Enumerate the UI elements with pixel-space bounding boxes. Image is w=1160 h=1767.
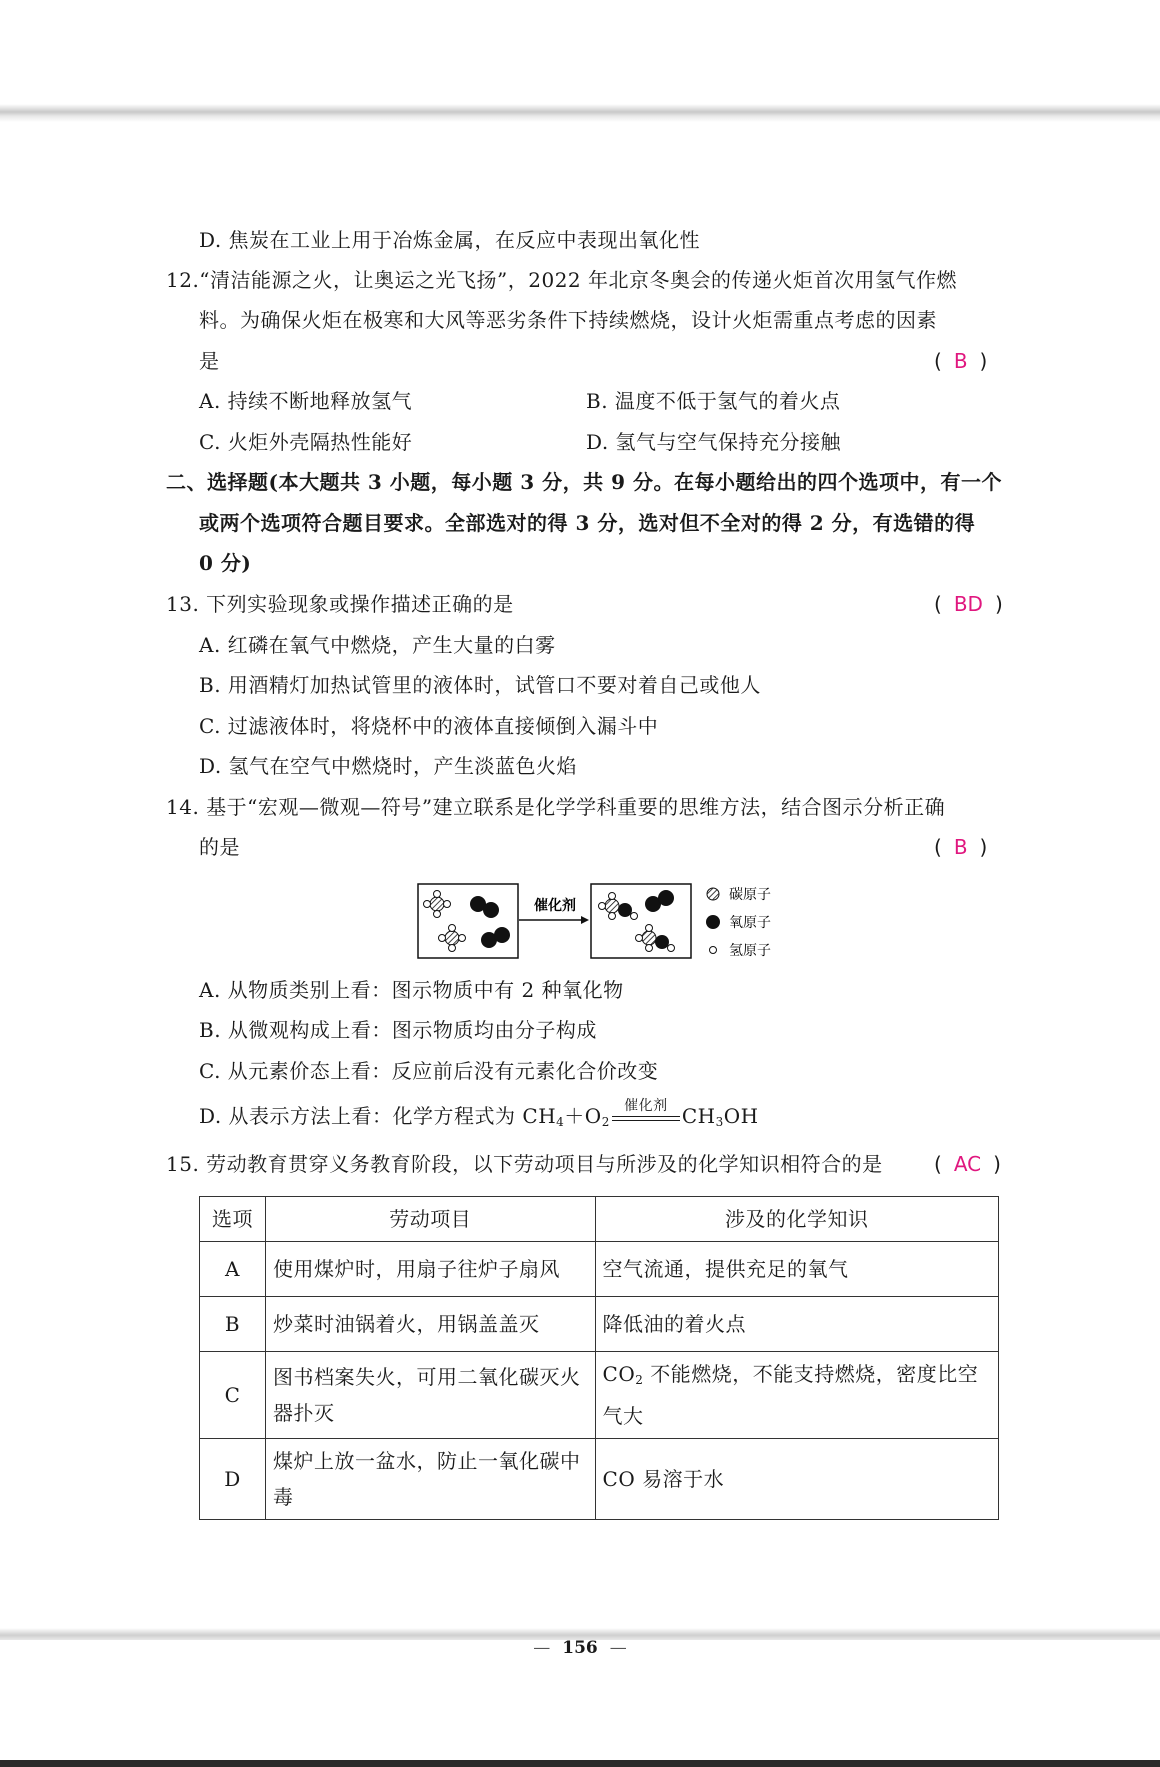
q13-option-d: D. 氢气在空气中燃烧时，产生淡蓝色火焰 [199, 754, 578, 778]
table-header-row [200, 1197, 999, 1242]
q15-answer-value: AC [953, 1152, 982, 1176]
q13-answer: ( BD ) [934, 592, 1003, 616]
q12-stem-line1: 12.“清洁能源之火，让奥运之光飞扬”，2022 年北京冬奥会的传递火炬首次用氢气作燃 [166, 268, 958, 292]
legend-oxygen: 氧原子 [729, 915, 771, 931]
table-header-project: 劳动项目 [265, 1197, 595, 1242]
q14-answer-value: B [953, 835, 968, 859]
section2-header-line3: 0 分) [199, 551, 252, 575]
q12-option-b: B. 温度不低于氢气的着火点 [586, 389, 841, 413]
q13-answer-value: BD [953, 592, 983, 616]
q12-stem-line3: 是 [199, 349, 220, 373]
q14-option-a: A. 从物质类别上看：图示物质中有 2 种氧化物 [199, 978, 624, 1002]
q15-stem: 15. 劳动教育贯穿义务教育阶段，以下劳动项目与所涉及的化学知识相符合的是 [166, 1152, 883, 1176]
q12-option-a: A. 持续不断地释放氢气 [199, 389, 413, 413]
q13-stem: 13. 下列实验现象或操作描述正确的是 [166, 592, 514, 616]
table-row: C 图书档案失火，可用二氧化碳灭火器扑灭 $CO_2$ 不能燃烧，不能支持燃烧，密度比空气大 [200, 1352, 999, 1439]
legend-hydrogen: 氢原子 [729, 943, 771, 959]
page-number: — 156 — [533, 1638, 627, 1658]
q13-option-b: B. 用酒精灯加热试管里的液体时，试管口不要对着自己或他人 [199, 673, 761, 697]
q15-table [199, 1196, 999, 1520]
table-row: B 炒菜时油锅着火，用锅盖盖灭 降低油的着火点 [200, 1297, 999, 1352]
table-header-knowledge: 涉及的化学知识 [595, 1197, 998, 1242]
carbon-atom-legend-icon [707, 888, 719, 900]
product-box [591, 884, 691, 958]
document-page [0, 122, 1160, 1658]
q13-option-a: A. 红磷在氧气中燃烧，产生大量的白雾 [199, 633, 556, 657]
q12-stem-line2: 料。为确保火炬在极寒和大风等恶劣条件下持续燃烧，设计火炬需重点考虑的因素 [199, 308, 937, 332]
reaction-arrowhead [581, 916, 589, 924]
q13-option-c: C. 过滤液体时，将烧杯中的液体直接倾倒入漏斗中 [199, 714, 659, 738]
q12-option-d: D. 氢气与空气保持充分接触 [586, 430, 842, 454]
table-row: A 使用煤炉时，用扇子往炉子扇风 空气流通，提供充足的氧气 [200, 1242, 999, 1297]
q14-stem-line1: 14. 基于“宏观—微观—符号”建立联系是化学学科重要的思维方法，结合图示分析正确 [166, 795, 946, 819]
oxygen-atom-legend-icon [706, 915, 720, 929]
q11-option-d: D. 焦炭在工业上用于冶炼金属，在反应中表现出氧化性 [199, 228, 701, 252]
q12-option-c: C. 火炬外壳隔热性能好 [199, 430, 413, 454]
q14-option-d: D. 从表示方法上看：化学方程式为 $CH_4+O_2$ 催化剂 $CH_3OH$ [199, 1098, 759, 1129]
legend-carbon: 碳原子 [729, 887, 771, 903]
q12-answer: ( B ) [934, 349, 988, 373]
equation-catalyst-sign: 催化剂 [610, 1102, 682, 1130]
table-header-option: 选项 [200, 1197, 266, 1242]
q15-answer: ( AC ) [934, 1152, 1001, 1176]
q14-option-b: B. 从微观构成上看：图示物质均由分子构成 [199, 1018, 597, 1042]
section2-header-line2: 或两个选项符合题目要求。全部选对的得 3 分，选对但不全对的得 2 分，有选错的得 [199, 511, 976, 535]
hydrogen-atom-legend-icon [710, 947, 717, 954]
q14-option-c: C. 从元素价态上看：反应前后没有元素化合价改变 [199, 1059, 659, 1083]
q12-answer-value: B [953, 349, 968, 373]
catalyst-label: 催化剂 [534, 898, 576, 914]
q14-answer: ( B ) [934, 835, 988, 859]
reactant-box [418, 884, 518, 958]
q14-stem-line2: 的是 [199, 835, 240, 859]
viewer-top-shadow [0, 0, 1160, 122]
section2-header-line1: 二、选择题(本大题共 3 小题，每小题 3 分，共 9 分。在每小题给出的四个选项中，有一个 [166, 470, 1002, 494]
viewer-bottom-bar [0, 1760, 1160, 1767]
table-row: D 煤炉上放一盆水，防止一氧化碳中毒 CO 易溶于水 [200, 1439, 999, 1520]
reaction-diagram [415, 880, 795, 960]
